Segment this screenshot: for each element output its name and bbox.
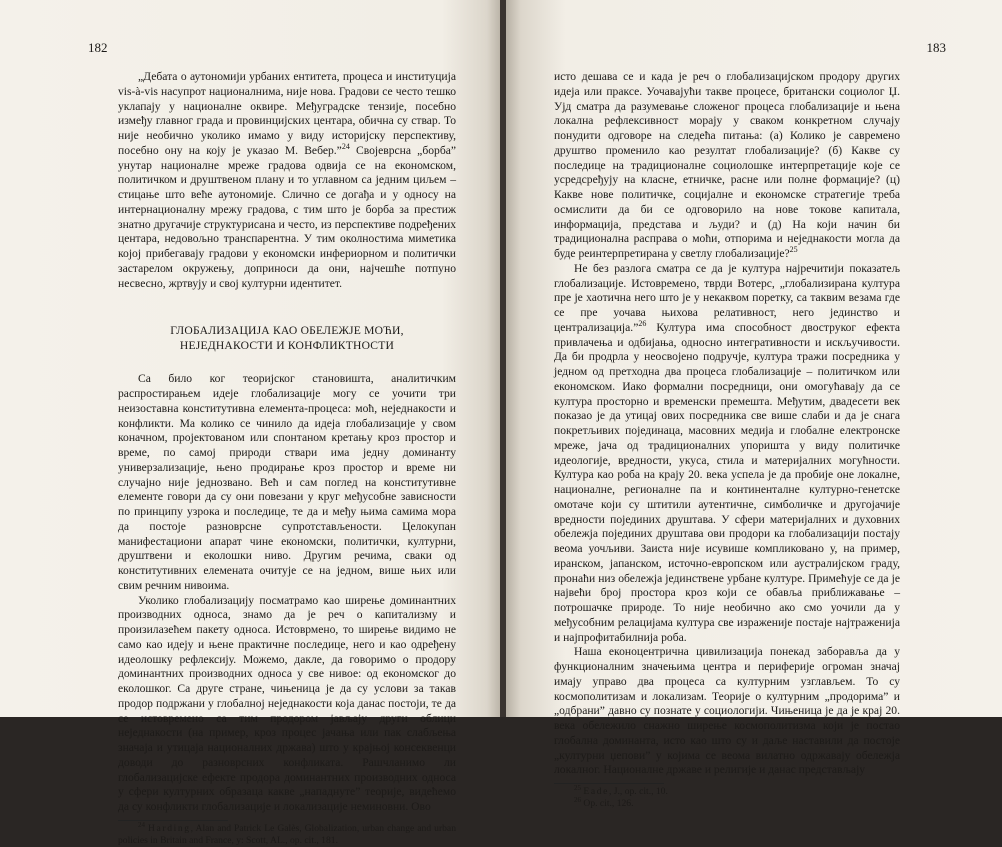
left-page-body	[118, 70, 456, 847]
footnote-rule	[554, 783, 664, 784]
footnote	[118, 820, 456, 847]
paragraph-text: Својеврсна „борба” унутар националне мреже градова одвија се на економском, политичком и друштвеном плану и то углавном са једним циљем – стицање што веће аутономије. Слично се догађа и у односу на интернационалну мрежу градова, с тим што је борба за престиж знатно другачије структурисана и често, из перспективе подређених центара, недовољно транспарентна. У тим околностима миметика којој прибегавају градови у економски инфериорном и политички застарелом окружењу, доприноси да они, најчешће потпуно несвесно, жртвују и свој културни идентитет.	[118, 143, 457, 290]
right-page-body	[554, 70, 900, 810]
footnote-author: Eade	[583, 786, 609, 797]
footnote-text: , J., op. cit., 10.	[608, 786, 668, 797]
paragraph: Уколико глобализацију посматрамо као ширење доминантних производних односа, знамо да је реч о капитализму и произилазећем пакету односа. Истоврмено, то ширење видимо не само као идеју и њене практичне последице, него и као одређену идеолошку рефлексију. Можемо, дакле, да говоримо о продору доминантних производних односа у све нивое: од економског до еколошког. Са друге стране, чињеница је да су услови за такав продор подржани у глобалној неједнакости која данас постоји, те да се истовремено са тим продором јављају други облици неједнакости (на пример, кроз процес јачања или пак слабљења значаја и утицаја националних држава) што у крајњој консеквенци доводи до разноврсних конфликата. Рашчланимо ли глобализацијске ефекте продора доминантних производних односа у сфери културних образаца какве „нападнуте” теорије, видећемо да су конфликти глобализације и локализације неминовни. Ово	[118, 593, 456, 813]
footnote-text: Op. cit., 126.	[583, 798, 634, 809]
footnote-ref: 24	[341, 141, 350, 151]
paragraph-text: Култура има способност двоструког ефекта привлачења и одбијања, односно интегративности и искључивости. Да би продрла у неосвојено подручје, култура тражи посредника у једном од претходна два процеса глобализације – политичком или економском. Иако формални посредници, они омогућавају да се култура просторно и временски премешта. Међутим, двадесети век показао је да утицај ових посредника све више слаби и да је снага покретљивих појединаца, масовних медија и глобалне електронске мреже, јача од традиционалних упоришта у виду политичке идеологије, вредности, укуса, стила и материјалних могућности. Култура као роба на крају 20. века успела је да пробије оне локалне, националне, регионалне па и континенталне културно-генетске омотаче који су штитили аутентичне, симболичке и другојачије вредности појединих друштава. У сфери материјалних и духовних обележја појединих друштава ови продори ка глобализацији постају веома уочљиви. Заиста није исувише компликовано у, на пример, иранском, јапанском, источно-европском или аустралијском граду, пронаћи низ обележја јединствене урбане културе. Примећује се да је највећи број простора кроз који се обавља приближавање – потрошачке природе. То није необично ако смо уочили да у међусобним релацијама култура све израженије постаје најтраженија и најпрофитабилнија роба.	[554, 320, 900, 644]
heading-line: ГЛОБАЛИЗАЦИЈА КАО ОБЕЛЕЖЈЕ МОЋИ,	[170, 324, 404, 338]
section-heading	[118, 324, 456, 353]
page-number: 183	[926, 40, 946, 55]
paragraph: Са било ког теоријског становишта, аналитичким распростирањем идеје глобализације могу се уочити три неизоставна конститутивна елемента-процеса: моћ, неједнакости и конфликти. Ма колико се чинило да идеја глобализације у свом коначном, пројектованом или спонтаном кретању кроз простор и време, по самој природи ствари има једну доминанту универзализације, њено продирање кроз простор и време ни случајно није једнозвано. Већ и сам поглед на конститутивне елементе говори да су они повезани у круг међусобне зависности по принципу узрока и последице, те да и међу њима самима мора да постоје разноврсне супротстављености. Целокупан манифестациони апарат чине економски, политички, културни, друштвени и еколошки ниво. Другим речима, сваки од конститутивних елемената очитује се на једном, више њих или свим речним нивоима.	[118, 372, 456, 592]
heading-line: НЕЈЕДНАКОСТИ И КОНФЛИКТНОСТИ	[179, 338, 395, 352]
footnote-number: 24	[138, 820, 145, 829]
paragraph-text: исто дешава се и када је реч о глобализацијском продору других идеја или праксе. Уочавајући такве процесе, британски социолог Џ. Ујд сматра да разумевање сложеног процеса глобализације и њена локална рефлексивност морају у сваком конкретном случају понудити одговоре на следећа питања: (а) Колико је савремено друштво променило као резултат глобализације? (б) Какве су последице на традиционалне социолошке интерпретације које се усредсређују на класне, етничке, расне или полне формације? (ц) Какве нове политичке, социјалне и економске стратегије треба осмислити да би се одговорило на нове токове капитала, информација, представа и људи? и (д) На који начин би традиционална расправа о моћи, отпорима и неједнакости могла да буде реинтерпретирана у светлу глобализације?	[554, 70, 900, 260]
footnote-text: , Alan and Patrick Le Galès, Globalization, urban change and urban policies in Britain and France, у: Scott, AL., op. cit., 181.	[118, 822, 456, 846]
paragraph	[118, 70, 456, 291]
right-page	[506, 0, 1002, 809]
footnote-ref: 25	[789, 245, 798, 255]
paragraph	[554, 262, 900, 646]
footnote	[554, 783, 900, 798]
footnote-number: 25	[574, 783, 581, 792]
footnote-rule	[118, 820, 228, 821]
paragraph	[554, 70, 900, 262]
paragraph-text: Не без разлога сматра се да је култура најречитији показатељ глобализације. Истовремено, тврди Вотерс, „глобализирана култура пре је хаотична него што је у некаквом поретку, са таквим везама где се пре уочава њихова релативност, него јединство и централизација.”	[554, 261, 900, 334]
footnote-author: Harding	[148, 822, 191, 834]
footnote-number: 26	[574, 795, 581, 804]
footnote-ref: 26	[638, 318, 647, 328]
page-number: 182	[88, 40, 108, 55]
paragraph: Наша еконоцентрична цивилизација понекад заборавља да у функционалним значењима центра и периферије огроман значај имају управо два процеса са културним узглављем. То су космополитизам и локализам. Теорије о културним „продорима” и „одбрани” давно су познате у социологији. Чињеница је да је крај 20. века обележило снажно ширење космополитизма који је постао глобална доминанта, исто као што су и даље наставили да постоје „културни џепови” у којима се веома вилатно одржавају обележја локалног. Националне државе и религије и данас представљају	[554, 645, 900, 777]
footnote	[554, 795, 900, 810]
paragraph-text: „Дебата о аутономији урбаних ентитета, процеса и институција vis-à-vis насупрот националнима, није нова. Градови се често тешко уклапају у националне оквире. Међуградске тензије, посебно између главног града и провинцијских центара, обична су ствар. То није необично уколико имамо у виду историјску перспективу, посебно ону на коју је указао М. Вебер.”	[118, 70, 456, 157]
